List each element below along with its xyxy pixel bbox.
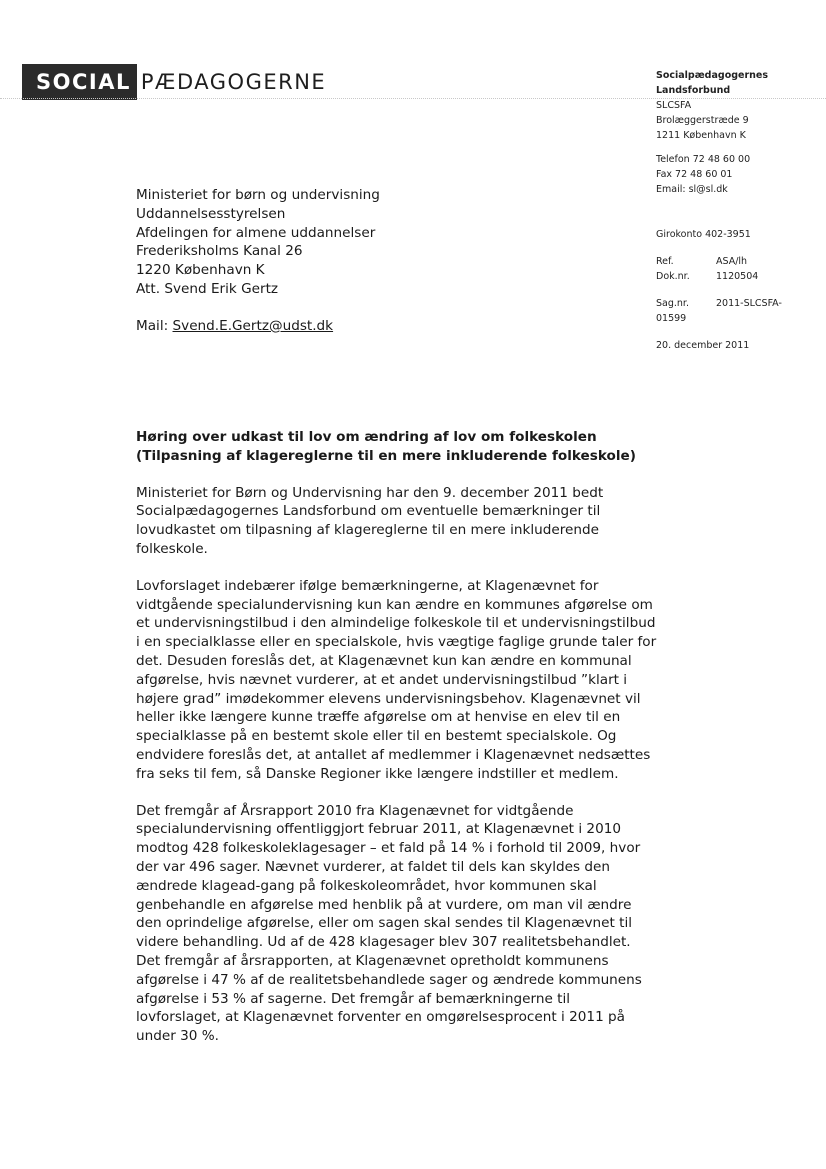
- sender-fax: Fax 72 48 60 01: [656, 169, 733, 180]
- sagnr-row: [656, 296, 816, 311]
- sagnr-value: 2011-SLCSFA-: [716, 298, 782, 309]
- paragraph: Lovforslaget indebærer ifølge bemærkningerne, at Klagenævnet for vidtgående specialundervisning kun kan ændre en kommunes afgørelse om et undervisningstilbud i den almindelige folkeskole til et undervisningstilbud i en specialklasse eller en specialskole, hvis vægtige faglige grunde taler for det. Desuden foreslås det, at Klagenævnet kun kan ændre en kommunal afgørelse, hvis nævnet vurderer, at et andet undervisningstilbud ”klart i højere grad” imødekommer elevens undervisningsbehov. Klagenævnet vil heller ikke længere kunne træffe afgørelse om at henvise en elev til en specialklasse på en bestemt skole eller til en bestemt specialskole. Og endvidere foreslås det, at antallet af medlemmer i Klagenævnet nedsættes fra seks til fem, så Danske Regioner ikke længere indstiller et medlem.: [136, 577, 657, 782]
- letter-heading: Høring over udkast til lov om ændring af lov om folkeskolen (Tilpasning af klagereglerne til en mere inkluderende folkeskole): [136, 429, 636, 464]
- sender-info: [656, 68, 816, 353]
- letter-date: 20. december 2011: [656, 340, 750, 351]
- recipient-line: Uddannelsesstyrelsen: [136, 205, 286, 222]
- recipient-line: 1220 København K: [136, 262, 265, 279]
- ref-label: Ref.: [656, 256, 674, 267]
- sender-email: Email: sl@sl.dk: [656, 184, 728, 195]
- doknr-value: 1120504: [716, 271, 759, 282]
- ref-row: [656, 254, 816, 269]
- sagnr-continuation: 01599: [656, 313, 687, 324]
- sagnr-label: Sag.nr.: [656, 298, 689, 309]
- logo-light-text: PÆDAGOGERNE: [140, 70, 327, 94]
- letter-body: [136, 428, 658, 1064]
- mail-link[interactable]: Svend.E.Gertz@udst.dk: [172, 317, 334, 334]
- sender-street: Brolæggerstræde 9: [656, 115, 749, 126]
- ref-value: ASA/lh: [716, 256, 748, 267]
- sender-city: 1211 København K: [656, 130, 746, 141]
- recipient-line: Afdelingen for almene uddannelser: [136, 224, 376, 241]
- mail-label: Mail:: [136, 317, 173, 334]
- doknr-row: [656, 269, 816, 284]
- recipient-mail: [136, 317, 556, 336]
- paragraph: Det fremgår af årsrapporten, at Klagenævnet opretholdt kommunens afgørelse i 47 % af de realitetsbehandlede sager og ændrede kommunens afgørelse i 53 % af sagerne. Det fremgår af bemærkningerne til lovforslaget, at Klagenævnet forventer en omgørelsesprocent i 2011 på under 30 %.: [136, 952, 642, 1045]
- sender-org-name: Socialpædagogernes Landsforbund: [656, 70, 769, 96]
- recipient-line: Frederiksholms Kanal 26: [136, 243, 303, 260]
- logo: [22, 64, 326, 100]
- doknr-label: Dok.nr.: [656, 271, 690, 282]
- sender-abbr: SLCSFA: [656, 100, 692, 111]
- recipient-address: [136, 186, 556, 336]
- sender-phone: Telefon 72 48 60 00: [656, 154, 751, 165]
- paragraph: Ministeriet for Børn og Undervisning har den 9. december 2011 bedt Socialpædagogernes Landsforbund om eventuelle bemærkninger til lovudkastet om tilpasning af klagereglerne til en mere inkluderende folkeskole.: [136, 484, 604, 557]
- logo-dark-text: SOCIAL: [22, 64, 137, 100]
- paragraph: Det fremgår af Årsrapport 2010 fra Klagenævnet for vidtgående specialundervisning offentliggjort februar 2011, at Klagenævnet i 2010 modtog 428 folkeskoleklagesager – et fald på 14 % i forhold til 2009, hvor der var 496 sager. Nævnet vurderer, at faldet til dels kan skyldes den ændrede klagead-gang på folkeskoleområdet, hvor kommunen skal genbehandle en afgørelse med henblik på at vurdere, om man vil ændre den oprindelige afgørelse, eller om sagen skal sendes til Klagenævnet til videre behandling. Ud af de 428 klagesager blev 307 realitetsbehandlet.: [136, 802, 641, 951]
- recipient-line: Ministeriet for børn og undervisning: [136, 187, 380, 203]
- sender-giro: Girokonto 402-3951: [656, 229, 751, 240]
- recipient-line: Att. Svend Erik Gertz: [136, 280, 279, 297]
